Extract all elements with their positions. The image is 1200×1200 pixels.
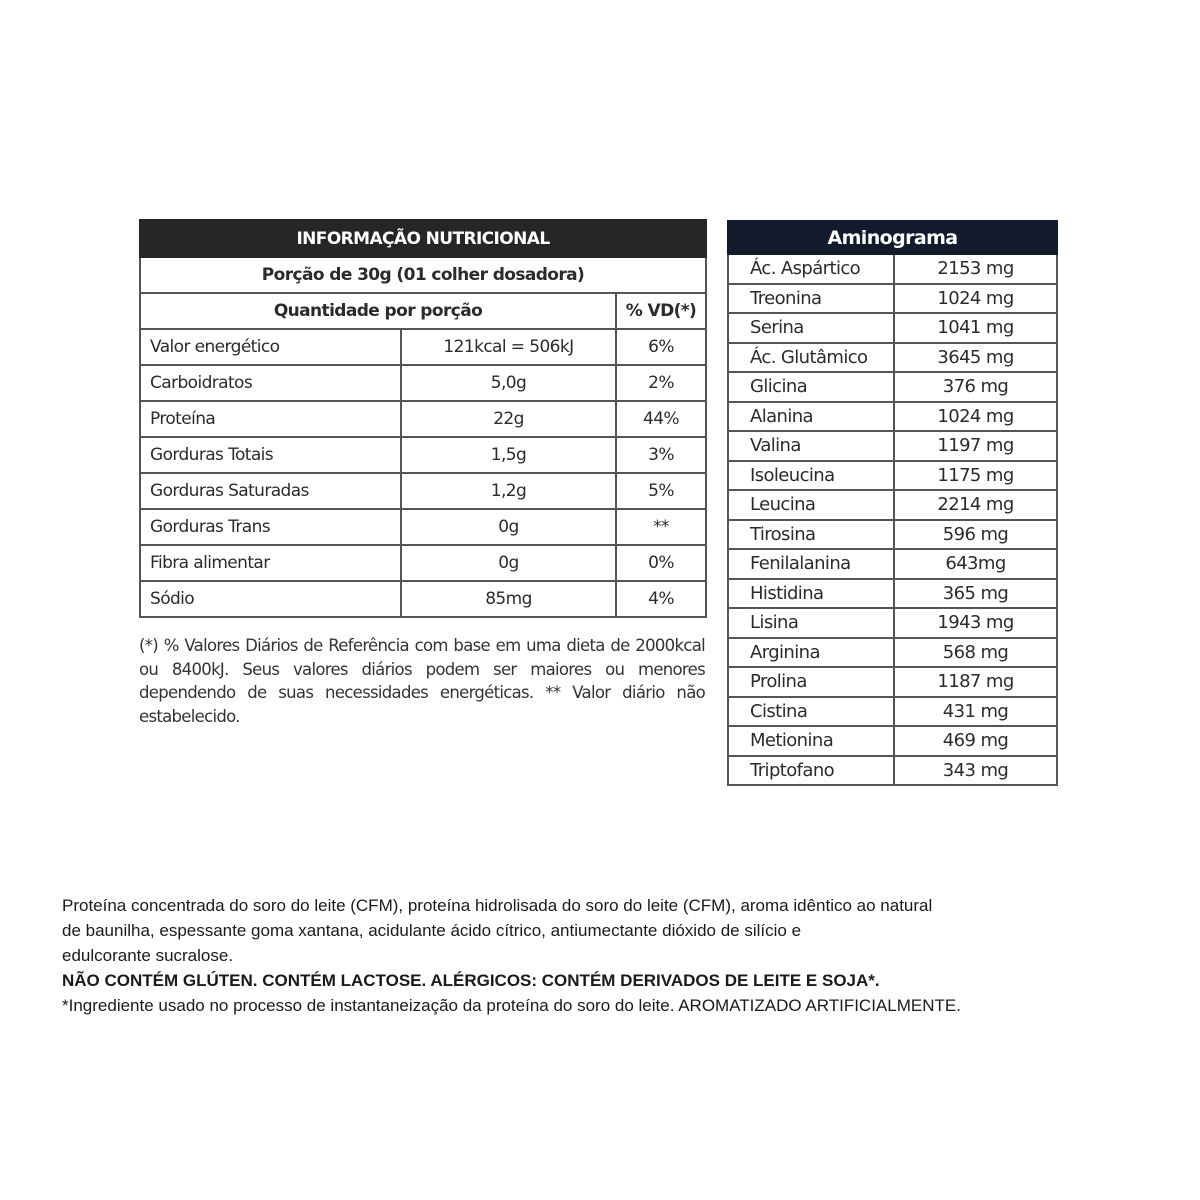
amino-amount: 1024 mg [894, 402, 1057, 432]
nutrient-vd: 4% [616, 581, 706, 617]
aminogram-row [728, 343, 1057, 373]
amino-amount: 2153 mg [894, 254, 1057, 284]
ingredients-line: Proteína concentrada do soro do leite (CFM), proteína hidrolisada do soro do leite (CFM), aroma idêntico ao natural [62, 896, 933, 915]
nutrient-amount: 121kcal = 506kJ [401, 329, 616, 365]
nutrient-vd: 5% [616, 473, 706, 509]
nutrient-name: Carboidratos [140, 365, 401, 401]
nutrition-row [140, 437, 706, 473]
amino-name: Ác. Glutâmico [728, 343, 894, 373]
amino-amount: 596 mg [894, 520, 1057, 550]
amino-name: Tirosina [728, 520, 894, 550]
amino-name: Serina [728, 313, 894, 343]
amino-name: Valina [728, 431, 894, 461]
portion-size: Porção de 30g (01 colher dosadora) [140, 257, 706, 293]
amino-name: Triptofano [728, 756, 894, 786]
aminogram-row [728, 520, 1057, 550]
amino-name: Isoleucina [728, 461, 894, 491]
amino-name: Glicina [728, 372, 894, 402]
aminogram-row [728, 756, 1057, 786]
amino-amount: 1024 mg [894, 284, 1057, 314]
aminogram-row [728, 549, 1057, 579]
nutrition-row [140, 545, 706, 581]
ingredients-block [62, 893, 1122, 1018]
amino-name: Treonina [728, 284, 894, 314]
amino-name: Prolina [728, 667, 894, 697]
aminogram-row [728, 372, 1057, 402]
amino-name: Fenilalanina [728, 549, 894, 579]
ingredients-note: *Ingrediente usado no processo de instantaneização da proteína do soro do leite. AROMATIZADO ARTIFICIALMENTE. [62, 996, 961, 1015]
nutrient-amount: 0g [401, 545, 616, 581]
nutrient-name: Sódio [140, 581, 401, 617]
nutrient-vd: ** [616, 509, 706, 545]
nutrient-name: Gorduras Trans [140, 509, 401, 545]
quantity-header: Quantidade por porção [140, 293, 616, 329]
amino-name: Leucina [728, 490, 894, 520]
nutrient-vd: 2% [616, 365, 706, 401]
amino-amount: 365 mg [894, 579, 1057, 609]
aminogram-row [728, 490, 1057, 520]
aminogram-row [728, 608, 1057, 638]
amino-amount: 643mg [894, 549, 1057, 579]
amino-amount: 343 mg [894, 756, 1057, 786]
aminogram-row [728, 313, 1057, 343]
amino-name: Arginina [728, 638, 894, 668]
nutrient-vd: 0% [616, 545, 706, 581]
amino-amount: 469 mg [894, 726, 1057, 756]
aminogram-row [728, 667, 1057, 697]
nutrient-vd: 44% [616, 401, 706, 437]
amino-amount: 1943 mg [894, 608, 1057, 638]
nutrient-amount: 1,2g [401, 473, 616, 509]
nutrient-vd: 3% [616, 437, 706, 473]
nutrient-name: Valor energético [140, 329, 401, 365]
nutrient-name: Gorduras Saturadas [140, 473, 401, 509]
amino-amount: 1175 mg [894, 461, 1057, 491]
amino-amount: 568 mg [894, 638, 1057, 668]
nutrient-amount: 0g [401, 509, 616, 545]
amino-amount: 3645 mg [894, 343, 1057, 373]
nutrient-name: Proteína [140, 401, 401, 437]
aminogram-row [728, 431, 1057, 461]
allergen-warning: NÃO CONTÉM GLÚTEN. CONTÉM LACTOSE. ALÉRGICOS: CONTÉM DERIVADOS DE LEITE E SOJA*. [62, 971, 880, 990]
amino-amount: 376 mg [894, 372, 1057, 402]
aminogram-row [728, 461, 1057, 491]
amino-name: Metionina [728, 726, 894, 756]
nutrition-title: INFORMAÇÃO NUTRICIONAL [140, 220, 706, 257]
aminogram-row [728, 402, 1057, 432]
aminogram-title: Aminograma [728, 221, 1057, 254]
aminogram-row [728, 638, 1057, 668]
amino-amount: 1041 mg [894, 313, 1057, 343]
aminogram-row [728, 284, 1057, 314]
nutrition-row [140, 401, 706, 437]
nutrition-row [140, 581, 706, 617]
nutrient-vd: 6% [616, 329, 706, 365]
aminogram-row [728, 726, 1057, 756]
amino-name: Cistina [728, 697, 894, 727]
nutrient-amount: 1,5g [401, 437, 616, 473]
nutrient-amount: 22g [401, 401, 616, 437]
ingredients-line: edulcorante sucralose. [62, 946, 234, 965]
amino-name: Histidina [728, 579, 894, 609]
nutrition-row [140, 365, 706, 401]
aminogram-table [727, 220, 1058, 786]
nutrition-table [139, 219, 707, 618]
amino-amount: 1197 mg [894, 431, 1057, 461]
aminogram-row [728, 254, 1057, 284]
aminogram-row [728, 579, 1057, 609]
ingredients-line: de baunilha, espessante goma xantana, acidulante ácido cítrico, antiumectante dióxido de silício e [62, 921, 802, 940]
nutrition-row [140, 473, 706, 509]
amino-amount: 2214 mg [894, 490, 1057, 520]
nutrient-name: Gorduras Totais [140, 437, 401, 473]
nutrient-amount: 85mg [401, 581, 616, 617]
aminogram-row [728, 697, 1057, 727]
amino-amount: 1187 mg [894, 667, 1057, 697]
amino-name: Alanina [728, 402, 894, 432]
amino-name: Ác. Aspártico [728, 254, 894, 284]
nutrition-footnote: (*) % Valores Diários de Referência com base em uma dieta de 2000kcal ou 8400kJ. Seus valores diários podem ser maiores ou menores dependendo de suas necessidades energéticas. ** Valor diário não estabelecido. [139, 636, 705, 726]
nutrient-name: Fibra alimentar [140, 545, 401, 581]
amino-name: Lisina [728, 608, 894, 638]
nutrition-row [140, 329, 706, 365]
nutrient-amount: 5,0g [401, 365, 616, 401]
amino-amount: 431 mg [894, 697, 1057, 727]
nutrition-row [140, 509, 706, 545]
vd-header: % VD(*) [616, 293, 706, 329]
